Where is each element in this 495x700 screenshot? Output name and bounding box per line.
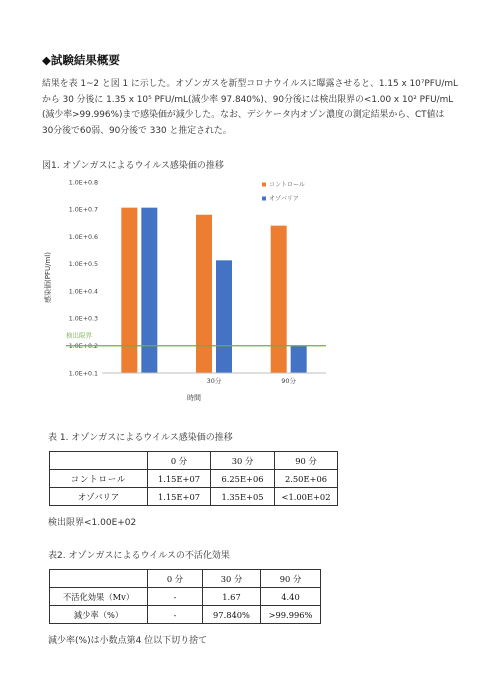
legend-label-ozobarrier: オゾバリア: [269, 195, 299, 203]
table-cell: -: [148, 588, 203, 606]
table2-caption: 表2. オゾンガスによるウイルスの不活化効果: [48, 551, 230, 561]
bar-control: [196, 215, 212, 373]
y-tick-label: 1.0E+0.1: [68, 370, 98, 378]
intro-line: (減少率>99.996%)まで感染価が減少した。なお、デシケータ内オゾン濃度の測定結果から、CT値は: [42, 110, 445, 121]
y-tick-label: 1.0E+0.4: [68, 288, 98, 296]
table-header-cell: [50, 452, 148, 470]
bar-ozobarrier: [216, 260, 232, 373]
table1-caption: 表 1. オゾンガスによるウイルス感染価の推移: [48, 433, 233, 443]
chart-bars: [121, 208, 306, 373]
table-cell: 1.35E+05: [211, 488, 275, 506]
table-header-cell: [50, 570, 148, 588]
table-row: [50, 488, 338, 506]
x-axis-label: 時間: [187, 394, 201, 402]
table-row: [50, 606, 321, 624]
y-tick-label: 1.0E+0.7: [68, 206, 98, 214]
table-cell: 1.15E+07: [148, 488, 211, 506]
reduction-rate-note: 減少率(%)は小数点第4 位以下切り捨て: [48, 636, 208, 646]
y-tick-label: 1.0E+0.6: [68, 233, 98, 241]
bar-ozobarrier: [141, 208, 157, 373]
table-cell: 減少率（%）: [50, 606, 148, 624]
y-tick-label: 1.0E+0.5: [68, 261, 98, 269]
table-row: [50, 588, 321, 606]
y-axis-label: 感染価(PFU/ml): [44, 252, 52, 303]
table-header-cell: 0 分: [148, 452, 211, 470]
chart-legend: [262, 182, 305, 203]
detection-limit-note: 検出限界<1.00E+02: [48, 518, 137, 528]
table-header-cell: 90 分: [261, 570, 321, 588]
table-header-cell: 30 分: [211, 452, 275, 470]
table-cell: -: [148, 606, 203, 624]
x-tick-label: 90分: [281, 377, 297, 385]
table-header-row: [50, 570, 321, 588]
y-tick-label: 1.0E+0.2: [68, 343, 98, 351]
table-header-cell: 90 分: [275, 452, 338, 470]
table-cell: 6.25E+06: [211, 470, 275, 488]
table-cell: コントロール: [50, 470, 148, 488]
table-cell: >99.996%: [261, 606, 321, 624]
x-axis-ticks: [207, 376, 297, 385]
intro-line: 30分後で60弱、90分後で 330 と推定された。: [42, 125, 232, 136]
table-row: [50, 470, 338, 488]
table-cell: 1.15E+07: [148, 470, 211, 488]
bar-control: [121, 208, 137, 373]
table-cell: 4.40: [261, 588, 321, 606]
table-cell: 97.840%: [203, 606, 261, 624]
y-axis-ticks: [69, 179, 98, 377]
detection-limit-label: 検出限界: [66, 331, 92, 340]
figure-caption: 図1. オゾンガスによるウイルス感染価の推移: [42, 161, 224, 171]
section-title: ◆試験結果概要: [42, 53, 120, 67]
bar-ozobarrier: [291, 346, 307, 373]
legend-swatch-control: [262, 183, 266, 187]
table-cell: オゾバリア: [50, 488, 148, 506]
bar-control: [271, 226, 287, 373]
legend-label-control: コントロール: [269, 181, 305, 189]
table-cell: 2.50E+06: [275, 470, 338, 488]
infectivity-chart: [40, 172, 340, 407]
table-cell: <1.00E+02: [275, 488, 338, 506]
y-tick-label: 1.0E+0.3: [68, 315, 98, 323]
intro-paragraph: [42, 77, 467, 139]
table-header-cell: 30 分: [203, 570, 261, 588]
intro-line: から 30 分後に 1.35 x 10⁵ PFU/mL(減少率 97.840%)、90分後には検出限界の<1.00 x 10² PFU/mL: [42, 94, 454, 105]
table1: [49, 451, 338, 506]
table-cell: 不活化効果（Mv）: [50, 588, 148, 606]
table-cell: 1.67: [203, 588, 261, 606]
x-tick-label: 30分: [206, 377, 222, 385]
table-header-row: [50, 452, 338, 470]
y-tick-label: 1.0E+0.8: [68, 179, 98, 187]
table2: [49, 569, 321, 624]
intro-line: 結果を表 1~2 と図 1 に示した。オゾンガスを新型コロナウイルスに曝露させると、1.15 x 10⁷PFU/mL: [42, 79, 458, 89]
table-header-cell: 0 分: [148, 570, 203, 588]
legend-swatch-ozobarrier: [262, 197, 266, 201]
